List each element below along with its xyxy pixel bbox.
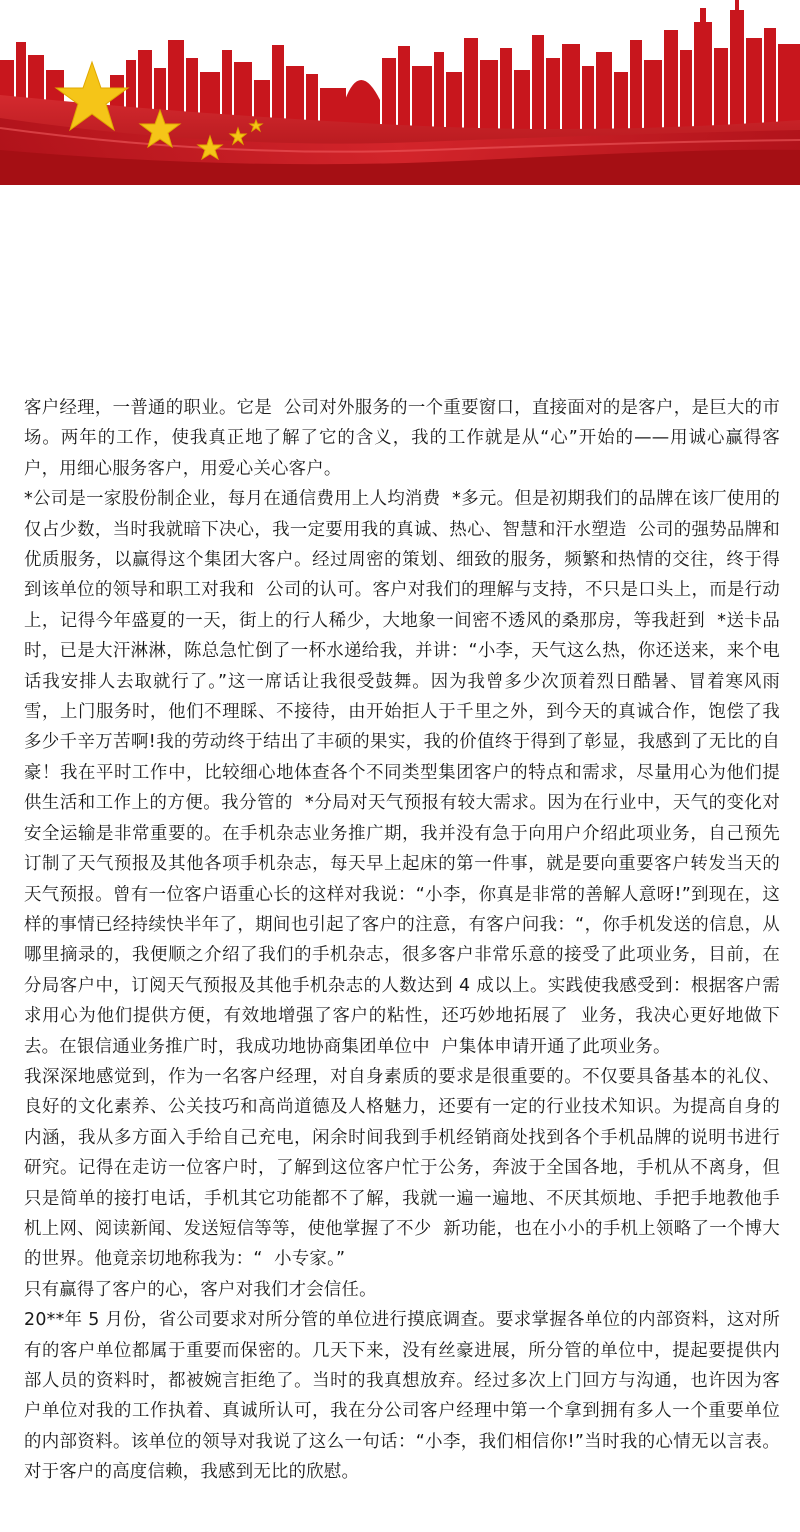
article-paragraph: 我深深地感觉到，作为一名客户经理，对自身素质的要求是很重要的。不仅要具备基本的礼仪、良好的文化素养、公关技巧和高尚道德及人格魅力，还要有一定的行业技术知识。为提高自身的内涵，我从多方面入手给自己充电，闲余时间我到手机经销商处找到各个手机品牌的说明书进行研究。记得在走访一位客户时，了解到这位客户忙于公务，奔波于全国各地，手机从不离身，但只是简单的接打电话，手机其它功能都不了解，我就一遍一遍地、不厌其烦地、手把手地教他手机上网、阅读新闻、发送短信等等，使他掌握了不少 新功能，也在小小的手机上领略了一个博大的世界。他竟亲切地称我为：“ 小专家。” — [24, 1066, 780, 1270]
article-paragraph: 20**年 5 月份，省公司要求对所分管的单位进行摸底调查。要求掌握各单位的内部资料，这对所有的客户单位都属于重要而保密的。几天下来，没有丝豪进展，所分管的单位中，提起要提供内部人员的资料时，都被婉言拒绝了。当时的我真想放弃。经过多次上门回方与沟通，也许因为客户单位对我的工作执着、真诚所认可，我在分公司客户经理中第一个拿到拥有多人一个重要单位的内部资料。该单位的领导对我说了这么一句话：“小李，我们相信你!”当时我的心情无以言表。对于客户的高度信赖，我感到无比的欣慰。 — [24, 1310, 780, 1483]
article-paragraph: *公司是一家股份制企业，每月在通信费用上人均消费 *多元。但是初期我们的品牌在该厂使用的仅占少数，当时我就暗下决心，我一定要用我的真诚、热心、智慧和汗水塑造 公司的强势品牌和优质服务，以赢得这个集团大客户。经过周密的策划、细致的服务，频繁和热情的交往，终于得到该单位的领导和职工对我和 公司的认可。客户对我们的理解与支持，不只是口头上，而是行动上，记得今年盛夏的一天，街上的行人稀少，大地象一间密不透风的桑那房，等我赶到 *送卡品时，已是大汗淋淋，陈总急忙倒了一杯水递给我，并讲：“小李，天气这么热，你还送来，来个电话我安排人去取就行了。”这一席话让我很受鼓舞。因为我曾多少次顶着烈日酷暑、冒着寒风雨雪，上门服务时，他们不理睬、不接待，由开始拒人于千里之外，到今天的真诚合作，饱偿了我多少千辛万苦啊!我的劳动终于结出了丰硕的果实，我的价值终于得到了彰显，我感到了无比的自豪！我在平时工作中，比较细心地体查各个不同类型集团客户的特点和需求，尽量用心为他们提供生活和工作上的方便。我分管的 *分局对天气预报有较大需求。因为在行业中，天气的变化对安全运输是非常重要的。在手机杂志业务推广期，我并没有急于向用户介绍此项业务，自己预先订制了天气预报及其他各项手机杂志，每天早上起床的第一件事，就是要向重要客户转发当天的天气预报。曾有一位客户语重心长的这样对我说：“小李，你真是非常的善解人意呀!”到现在，这样的事情已经持续快半年了，期间也引起了客户的注意，有客户问我：“，你手机发送的信息，从哪里摘录的，我便顺之介绍了我们的手机杂志，很多客户非常乐意的接受了此项业务，目前，在分局客户中，订阅天气预报及其他手机杂志的人数达到 4 成以上。实践使我感受到：根据客户需求用心为他们提供方便，有效地增强了客户的粘性，还巧妙地拓展了 业务，我决心更好地做下去。在银信通业务推广时，我成功地协商集团单位中 户集体申请开通了此项业务。 — [24, 489, 780, 1057]
banner-graphic — [0, 0, 800, 185]
article-body — [24, 393, 780, 1488]
article-paragraph: 只有赢得了客户的心，客户对我们才会信任。 — [24, 1279, 377, 1300]
article-paragraph: 客户经理，一普通的职业。它是 公司对外服务的一个重要窗口，直接面对的是客户，是巨大的市场。两年的工作，使我真正地了解了它的含义，我的工作就是从“心”开始的——用诚心赢得客户，用细心服务客户，用爱心关心客户。 — [24, 398, 780, 479]
header-banner — [0, 0, 800, 185]
